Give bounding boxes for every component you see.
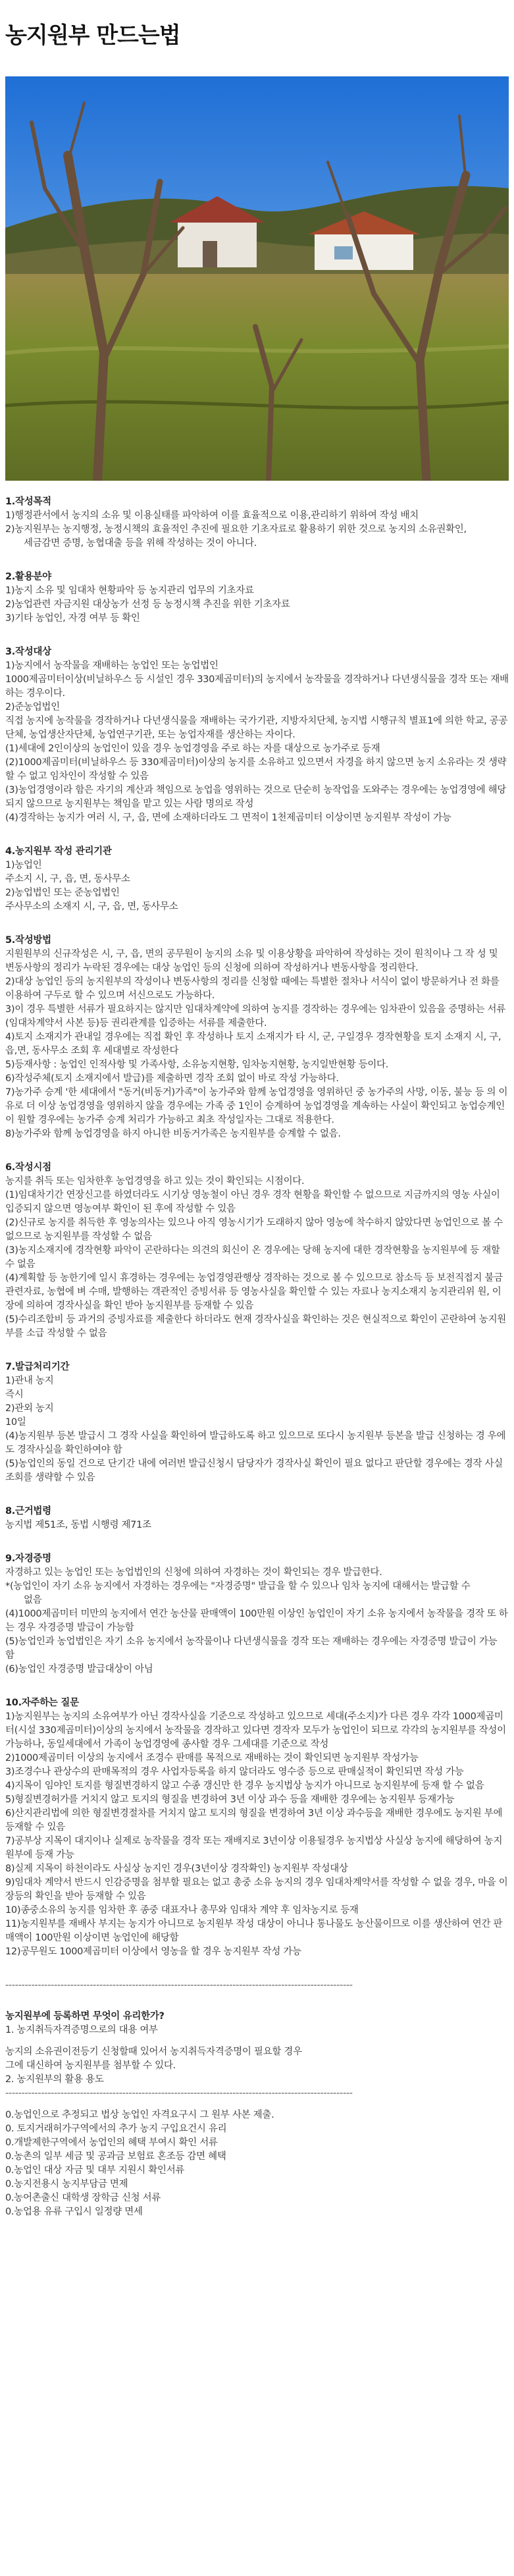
section-line: 1000제곱미터이상(비닐하우스 등 시설인 경우 330제곱미터)의 농지에서 농작물을 경작하거나 다년생식물을 경작 또는 재배하는 경우이다. — [5, 674, 509, 699]
section-line: (4)계획할 등 농한기에 일시 휴경하는 경우에는 농업경영관행상 경작하는 것으로 볼 수 있으므로 참소득 등 보전직접지 불금 관련자료, 농협에 벼 수매, 발행하는 객관적인 증빙서류 등 영농사실을 확인할 수 있는 자료나 농지소재지 농지관리위 원, 이장에 의하여 경작사실을 확인 받아 농지원부를 등재할 수 있음 — [5, 1273, 503, 1311]
section-heading: 6.작성시점 — [5, 1162, 51, 1173]
section-line: 2)1000제곱미터 이상의 농지에서 조경수 판매를 목적으로 재배하는 것이 확인되면 농지원부 작성가능 — [5, 1753, 419, 1763]
section-line: 농지를 취득 또는 임차한후 농업경영을 하고 있는 것이 확인되는 시점이다. — [5, 1176, 305, 1187]
section-line: 주소지 시, 구, 읍, 면, 동사무소 — [5, 874, 130, 884]
section-line: 세금감면 증명, 농협대출 등을 위해 작성하는 것이 아니다. — [24, 538, 257, 549]
benefit-item: 0.농업용 유류 구입시 일정량 면세 — [5, 2207, 143, 2217]
section-line: 1)행정관서에서 농지의 소유 및 이용실태를 파악하여 이를 효율적으로 이용,관리하기 위하여 작성 배치 — [5, 510, 419, 521]
section-line: 2)준농업법인 — [5, 702, 60, 712]
benefit-item: 0.개발제한구역에서 농업인의 혜택 부여시 확인 서류 — [5, 2137, 218, 2148]
section-line: 6)작성주체(토지 소재지에서 발급)를 제출하면 경작 조회 없이 바로 작성 가능하다. — [5, 1073, 339, 1084]
section-line: 10일 — [5, 1417, 26, 1428]
qa-answer: 2. 농지원부의 활용 용도 — [5, 2074, 104, 2085]
section-line: (4)1000제곱미터 미만의 농지에서 연간 농산물 판매액이 100만원 이상인 농업인이 자기 소유 농지에서 농작물을 경작 또 하는 경우 자경증명 발급이 가능함 — [5, 1609, 508, 1633]
benefit-item: 0.농지전용시 농지부담금 면제 — [5, 2179, 128, 2189]
section-line: 지원원부의 신규작성은 시, 구, 읍, 면의 공무원이 농지의 소유 및 이용상황을 파악하여 작성하는 것이 원칙이나 그 작 성 및 변동사항의 정리가 누락된 경우에는 대상 농업인 등의 신청에 의하여 작성하거나 변동사항을 정리한다. — [5, 949, 498, 973]
spacer — [5, 2037, 509, 2045]
section-line: 즉시 — [5, 1389, 24, 1400]
section-line: 5)형질변경허가를 거치지 않고 토지의 형질을 변경하여 3년 이상 과수 등을 재배한 경우에는 농지원부 등재가능 — [5, 1794, 455, 1805]
section-line: (2)신규로 농지를 취득한 후 영농의사는 있으나 아직 영농시기가 도래하지 않아 영농에 착수하지 않았다면 농업인으로 볼 수 없으므로 농지원부를 작성할 수 없음 — [5, 1218, 503, 1242]
article-body — [5, 495, 509, 2219]
benefit-item: 0.농촌의 일부 세금 및 공과금 보험료 혼조등 감면 혜택 — [5, 2151, 226, 2162]
divider: ----------------------------------------------------------------------------------------------------------- — [5, 2088, 353, 2099]
spacer — [5, 2101, 509, 2108]
section-line: (1)임대차기간 연장신고를 하였더라도 시기상 영농철이 아닌 경우 경작 현황을 확인할 수 없으므로 지금까지의 영농 사실이 입증되지 않으면 영농여부 확인이 된 후에 작성할 수 있음 — [5, 1190, 500, 1214]
section-line: 10)종중소유의 농지를 임차한 후 종중 대표자나 총무와 임대차 계약 후 임차농지로 등재 — [5, 1905, 359, 1916]
section-timing — [5, 1161, 509, 1341]
section-heading: 9.자경증명 — [5, 1553, 51, 1564]
section-line: 7)농가주 승계 '한 세대에서 "동거(비동거)가족"이 농가주와 함께 농업경영을 영위하던 중 농가주의 사망, 이동, 불능 등 의 이유로 더 이상 농업경영을 영위하지 않을 경우에는 가족 중 1인이 승계하여 농업경영을 계속하는 사실이 확인되고 농업승계인이 원할 경우에는 농가주 승계 처리가 가능하고 최초 작성일자는 그대로 적용한다. — [5, 1087, 508, 1125]
section-line: (5)농업인의 동일 건으로 단기간 내에 여러번 발급신청시 담당자가 경작사실 확인이 필요 없다고 판단할 경우에는 경작 사실조회를 생략할 수 있음 — [5, 1459, 503, 1483]
section-usage — [5, 570, 509, 626]
divider: ----------------------------------------------------------------------------------------------------------- — [5, 1980, 353, 1991]
section-line: 2)농업법인 또는 준농업법인 — [5, 888, 120, 898]
section-processing-period — [5, 1360, 509, 1485]
section-legal-basis — [5, 1505, 509, 1532]
section-line: (5)농업인과 농업법인은 자기 소유 농지에서 농작물이나 다년생식물을 경작 또는 재배하는 경우에는 자경증명 발급이 가능 함 — [5, 1636, 498, 1661]
section-line: (6)농업인 자경증명 발급대상이 아님 — [5, 1664, 153, 1675]
section-line: (4)농지원부 등본 발급시 그 경작 사실을 확인하여 발급하도록 하고 있으므로 또다시 농지원부 등본을 발급 신청하는 경 우에도 경작사실을 확인하여야 함 — [5, 1431, 506, 1455]
section-line: 4)지목이 임야인 토지를 형질변경하지 않고 수종 갱신만 한 경우 농지법상 농지가 아니므로 농지원부에 등재 할 수 없음 — [5, 1781, 484, 1791]
section-line: 3)이 경우 특별한 서류가 필요하지는 않지만 임대차계약에 의하여 농지를 경작하는 경우에는 임차관이 있음을 증명하는 서류(임대차계약서 사본 등)등 권리관계를 입증하는 서류를 제출한다. — [5, 1004, 505, 1029]
section-heading: 10.자주하는 질문 — [5, 1698, 79, 1708]
section-line: 11)농지원부를 재배사 부지는 농지가 아니므로 농지원부 작성 대상이 아니나 통나물도 농산물이므로 이를 생산하여 연간 판 매액이 100만원 이상이면 농업인에 해당함 — [5, 1919, 503, 1943]
section-faq — [5, 1696, 509, 1959]
section-heading: 1.작성목적 — [5, 496, 51, 507]
section-line: 3)기타 농업인, 자경 여부 등 확인 — [5, 613, 140, 624]
section-line: (3)농지소재지에 경작현황 파악이 곤란하다는 의견의 회신이 온 경우에는 당해 농지에 대한 경작현황을 농지원부에 등 재할 수 없음 — [5, 1245, 500, 1270]
section-purpose — [5, 495, 509, 550]
qa-answer: 그에 대신하여 농지원부를 첨부할 수 있다. — [5, 2060, 176, 2071]
benefit-item: 0.농어촌출신 대학생 장학금 신청 서류 — [5, 2193, 161, 2203]
section-agency — [5, 845, 509, 914]
section-line: 2)농업관련 자금지원 대상농가 선정 등 농정시책 추진을 위한 기초자료 — [5, 599, 290, 610]
section-self-cultivation — [5, 1552, 509, 1677]
section-line: 3)조경수나 관상수의 판매목적의 경우 사업자등록을 하지 않더라도 영수증 등으로 판매실적이 확인되면 작성 가능 — [5, 1767, 464, 1777]
qa-answer: 농지의 소유권이전등기 신청할때 있어서 농지취득자격증명이 필요할 경우 — [5, 2047, 302, 2057]
qa-question: 농지원부에 등록하면 무엇이 유리한가? — [5, 2011, 165, 2022]
section-line: 없음 — [24, 1595, 42, 1605]
section-line: 7)공부상 지목이 대지이나 실제로 농작물을 경작 또는 재배지로 3년이상 이용될경우 농지법상 사실상 농지에 해당하여 농지원부에 등재 가능 — [5, 1836, 503, 1860]
section-line: (3)농업경영이라 함은 자기의 계산과 책임으로 농업을 영위하는 것으로 단순히 농작업을 도와주는 경우에는 농업경영에 해당되지 않으므로 농지원부는 책임을 맡고 있는 사람 명의로 작성 — [5, 785, 507, 809]
section-heading: 8.근거법령 — [5, 1506, 51, 1516]
section-heading: 5.작성방법 — [5, 935, 51, 946]
section-line: 주사무소의 소재지 시, 구, 읍, 면, 동사무소 — [5, 901, 178, 912]
section-heading: 7.발급처리기간 — [5, 1362, 70, 1372]
section-line: (1)세대에 2인이상의 농업인이 있을 경우 농업경영을 주로 하는 자를 대상으로 농가주로 등재 — [5, 743, 380, 754]
section-line: 1)관내 농지 — [5, 1376, 54, 1386]
section-line: 5)등재사항 : 농업인 인적사항 및 가족사항, 소유농지현황, 임차농지현황, 농지일반현황 등이다. — [5, 1060, 389, 1070]
section-line: 1)농업인 — [5, 860, 42, 871]
section-method — [5, 934, 509, 1141]
section-line: 9)임대차 계약서 반드시 인감증명을 첨부할 필요는 없고 총중 소유 농지의 경우 임대차계약서를 작성할 수 없을 경우, 마을 이장등의 확인을 받아 등재할 수 있음 — [5, 1877, 508, 1902]
section-line: 4)토지 소재지가 관내일 경우에는 직접 확인 후 작성하나 토지 소재지가 타 시, 군, 구일경우 경작현황을 토지 소재지 시, 구,읍,면, 동사무소 조회 후 세대별로 작성한다 — [5, 1032, 501, 1056]
section-line: 1)농지 소유 및 임대차 현황파악 등 농지관리 업무의 기초자료 — [5, 585, 254, 596]
section-line: 8)실제 지목이 하천이라도 사실상 농지인 경우(3년이상 경작확인) 농지원부 작성대상 — [5, 1864, 348, 1874]
section-line: 2)관외 농지 — [5, 1403, 54, 1414]
qa-answer: 1. 농지취득자격증명으로의 대용 여부 — [5, 2025, 158, 2035]
section-line: 12)공무원도 1000제곱미터 이상에서 영농을 할 경우 농지원부 작성 가능 — [5, 1946, 301, 1957]
section-heading: 3.작성대상 — [5, 647, 51, 657]
section-line: 2)대상 농업인 등의 농지원부의 작성이나 변동사항의 정리를 신청할 때에는 특별한 절차나 서식이 없이 방문하거나 전 화를 이용하여 구두로 할 수 있으며 서신으로도 가능하다. — [5, 977, 500, 1001]
section-heading: 2.활용분야 — [5, 572, 51, 582]
section-line: 직접 농지에 농작물을 경작하거나 다년생식물을 재배하는 국가기관, 지방자치단체, 농지법 시행규칙 별표1에 의한 학교, 공공단체, 농업생산자단체, 농업연구기관, 또는 농업자재를 생산하는 자이다. — [5, 716, 508, 740]
section-line: 자경하고 있는 농업인 또는 농업법인의 신청에 의하여 자경하는 것이 확인되는 경우 발급한다. — [5, 1567, 382, 1578]
section-line: *(농업인이 자기 소유 농지에서 자경하는 경우에는 "자경증명" 발급을 할 수 있으나 임차 농지에 대해서는 발급할 수 — [5, 1581, 471, 1592]
section-line: 농지법 제51조, 동법 시행령 제71조 — [5, 1520, 151, 1530]
benefit-item: 0.농업인 대상 자금 및 대부 지원시 확인서류 — [5, 2165, 185, 2176]
section-line: 1)농지원부는 농지의 소유여부가 아닌 경작사실을 기준으로 작성하고 있으므로 세대(주소지)가 다른 경우 각각 1000제곱미터(시설 330제곱미터)이상의 농지에서 농작물을 경작하고 있다면 경작자 모두가 농업인이 되므로 각각의 농지원부를 작성이 가능하나, 동일세대에서 가족이 농업경영에 종사할 경우 그세대를 기준으로 작성 — [5, 1711, 506, 1750]
section-line: 6)산지관리법에 의한 형질변경절차를 거치지 않고 토지의 형질을 변경하여 3년 이상 과수등을 재배한 경우에도 농지원 부에 등재할 수 있음 — [5, 1808, 503, 1833]
section-heading: 4.농지원부 작성 관리기관 — [5, 846, 112, 857]
section-line: (4)경작하는 농지가 여러 시, 구, 읍, 면에 소재하더라도 그 면적이 1천제곱미터 이상이면 농지원부 작성이 가능 — [5, 813, 451, 823]
section-line: (2)1000제곱미터(비닐하우스 등 330제곱미터)이상의 농지를 소유하고 있으면서 자경을 하지 않으면 농지 소유라는 것 생략 할 수 없고 임차인이 작성할 수 있음 — [5, 757, 507, 782]
page-title: 농지원부 만드는법 — [5, 22, 180, 49]
section-line: 1)농지에서 농작물을 재배하는 농업인 또는 농업법인 — [5, 660, 218, 671]
section-line: 8)농가주와 함께 농업경영을 하지 아니한 비동거가족은 농지원부를 승계할 수 없음. — [5, 1129, 341, 1139]
section-line: 2)농지원부는 농지행정, 농정시책의 효율적인 추진에 필요한 기초자료로 활용하기 위한 것으로 농지의 소유권확인, — [5, 524, 467, 535]
benefit-item: 0. 토지거래허가구역에서의 추가 농지 구입요건시 유리 — [5, 2124, 227, 2134]
farm-photo — [5, 76, 509, 481]
benefit-item: 0.농업인으로 추정되고 법상 농업인 자격요구시 그 원부 사본 제출. — [5, 2110, 274, 2120]
section-line: (5)수리조합비 등 과거의 증빙자료를 제출한다 하더라도 현재 경작사실을 확인하는 것은 현실적으로 확인이 곤란하여 농지원부를 소급 작성할 수 없음 — [5, 1314, 507, 1339]
section-target — [5, 645, 509, 825]
qa-block — [5, 2010, 509, 2219]
